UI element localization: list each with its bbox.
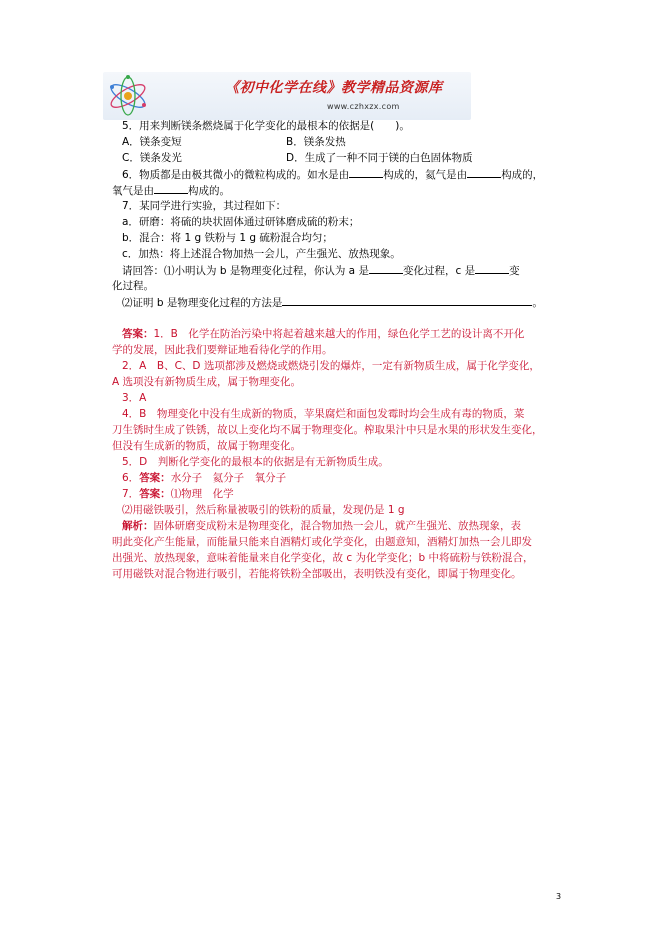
q6-blank-3[interactable] bbox=[154, 182, 188, 194]
q5-option-a: A．镁条变短 bbox=[122, 136, 182, 148]
q5-stem: 5．用来判断镁条燃烧属于化学变化的最根本的依据是( )。 bbox=[122, 120, 410, 132]
q7-ask-line-2: 化过程。 bbox=[112, 280, 154, 292]
answer-7-label: 答案： bbox=[139, 488, 171, 500]
q7-step-a: a．研磨：将硫的块状固体通过研钵磨成硫的粉末； bbox=[122, 216, 360, 228]
q7-step-b: b．混合：将 1 g 铁粉与 1 g 硫粉混合均匀； bbox=[122, 232, 333, 244]
answer-1 bbox=[112, 326, 567, 342]
answer-6-label: 答案： bbox=[139, 472, 171, 484]
answers-section bbox=[112, 326, 567, 582]
answer-7 bbox=[112, 486, 567, 502]
page-number: 3 bbox=[556, 892, 562, 901]
q7-stem: 7．某同学进行实验，其过程如下： bbox=[122, 200, 287, 212]
document-body bbox=[112, 118, 567, 582]
answer-4-cont-2: 但没有生成新的物质，故属于物理变化。 bbox=[112, 440, 301, 452]
explanation-text-1: 固体研磨变成粉末是物理变化，混合物加热一会儿，就产生强光、放热现象，表 bbox=[153, 520, 521, 532]
answer-7-part-2: ⑵用磁铁吸引，然后称量被吸引的铁粉的质量，发现仍是 1 g bbox=[122, 504, 405, 516]
answer-4-cont-1: 刀生锈时生成了铁锈，故以上变化均不属于物理变化。榨取果汁中只是水果的形状发生变化， bbox=[112, 424, 543, 436]
q6-line-2 bbox=[112, 182, 567, 198]
q7-ask-text-6: 。 bbox=[532, 297, 543, 309]
q7-blank-a[interactable] bbox=[369, 262, 403, 274]
answer-7-text: ⑴物理 化学 bbox=[170, 488, 234, 500]
q6-blank-1[interactable] bbox=[349, 166, 383, 178]
answer-2-cont: A 选项没有新物质生成，属于物理变化。 bbox=[112, 376, 302, 388]
answer-6 bbox=[112, 470, 567, 486]
q7-ask-line-3 bbox=[112, 294, 567, 310]
explanation-1 bbox=[112, 518, 567, 534]
answer-4: 4．B 物理变化中没有生成新的物质，苹果腐烂和面包发霉时均会生成有毒的物质，菜 bbox=[122, 408, 525, 420]
q5-option-b: B．镁条发热 bbox=[286, 136, 346, 148]
answer-6-text: 水分子 氦分子 氧分子 bbox=[170, 472, 287, 484]
q7-blank-method[interactable] bbox=[282, 294, 532, 306]
banner-url: www.czhxzx.com bbox=[327, 102, 400, 111]
answer-5: 5．D 判断化学变化的最根本的依据是有无新物质生成。 bbox=[122, 456, 389, 468]
header-banner bbox=[103, 72, 471, 120]
answer-7-num: 7． bbox=[122, 488, 140, 500]
q7-ask-text-3: 变 bbox=[509, 265, 520, 277]
q7-blank-c[interactable] bbox=[475, 262, 509, 274]
spacer bbox=[112, 310, 567, 326]
q5-option-d: D．生成了一种不同于镁的白色固体物质 bbox=[286, 152, 473, 164]
q7-ask-text-5: ⑵证明 b 是物理变化过程的方法是 bbox=[122, 297, 283, 309]
q5-options-row-1 bbox=[112, 134, 567, 150]
q6-text-4: 氧气是由 bbox=[112, 185, 154, 197]
atom-logo-icon bbox=[106, 74, 150, 118]
q6-text-1: 6．物质都是由极其微小的微粒构成的。如水是由 bbox=[122, 169, 350, 181]
answer-1-cont: 学的发展，因此我们要辩证地看待化学的作用。 bbox=[112, 344, 333, 356]
answer-3: 3．A bbox=[122, 392, 147, 404]
q6-text-2: 构成的，氦气是由 bbox=[383, 169, 468, 181]
q7-ask-line-1 bbox=[112, 262, 567, 278]
answer-2: 2．A B、C、D 选项都涉及燃烧或燃烧引发的爆炸，一定有新物质生成，属于化学变化， bbox=[122, 360, 540, 372]
explanation-3: 出强光、放热现象，意味着能量来自化学变化，故 c 为化学变化；b 中将硫粉与铁粉混合， bbox=[112, 552, 534, 564]
q7-ask-text-2: 变化过程，c 是 bbox=[402, 265, 476, 277]
q5-option-c: C．镁条发光 bbox=[122, 152, 182, 164]
q6-line-1 bbox=[112, 166, 567, 182]
answer-label: 答案： bbox=[122, 328, 154, 340]
explanation-2: 明此变化产生能量，而能量只能来自酒精灯或化学变化，由题意知，酒精灯加热一会儿即发 bbox=[112, 536, 532, 548]
q6-text-3: 构成的， bbox=[501, 169, 544, 181]
q6-text-5: 构成的。 bbox=[188, 185, 230, 197]
banner-title: 《初中化学在线》教学精品资源库 bbox=[225, 80, 443, 96]
explanation-4: 可用磁铁对混合物进行吸引，若能将铁粉全部吸出，表明铁没有变化，即属于物理变化。 bbox=[112, 568, 522, 580]
answer-1-text: 1．B 化学在防治污染中将起着越来越大的作用，绿色化学工艺的设计离不开化 bbox=[153, 328, 525, 340]
answer-6-num: 6． bbox=[122, 472, 140, 484]
q7-ask-text-1: 请回答：⑴小明认为 b 是物理变化过程，你认为 a 是 bbox=[122, 265, 369, 277]
q5-options-row-2 bbox=[112, 150, 567, 166]
q6-blank-2[interactable] bbox=[467, 166, 501, 178]
q7-step-c: c．加热：将上述混合物加热一会儿，产生强光、放热现象。 bbox=[122, 248, 401, 260]
explanation-label: 解析： bbox=[122, 520, 154, 532]
